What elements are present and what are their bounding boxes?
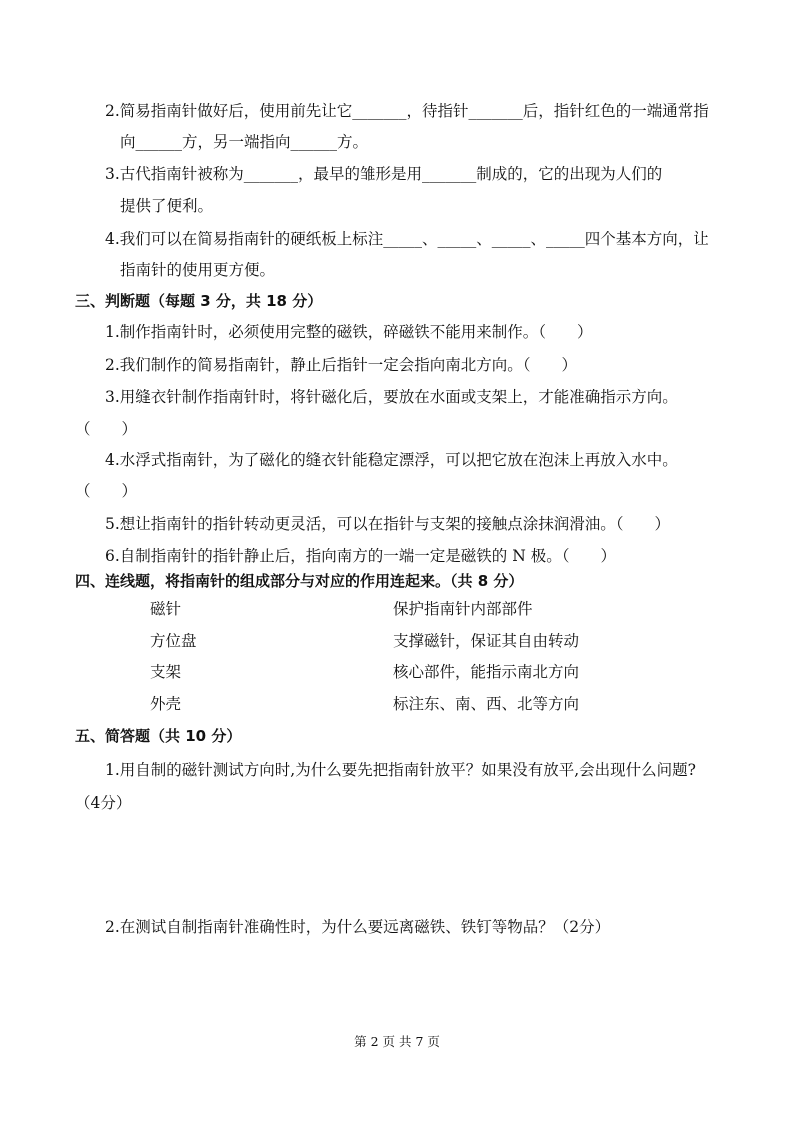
match-right-item: 保护指南针内部部件 (393, 600, 533, 618)
section3-heading: 三、判断题（每题 3 分，共 18 分） (75, 292, 323, 310)
match-right-item: 核心部件，能指示南北方向 (393, 663, 580, 681)
match-left-item: 方位盘 (150, 632, 197, 650)
fill-q2-line1: 2.简易指南针做好后，使用前先让它_______，待指针_______后，指针红色的一端通常指 (105, 102, 709, 120)
judge-q3-line1: 3.用缝衣针制作指南针时，将针磁化后，要放在水面或支架上，才能准确指示方向。 (105, 388, 678, 406)
fill-q2-line2: 向______方，另一端指向______方。 (120, 133, 369, 151)
match-left-item: 支架 (150, 663, 182, 681)
page-number: 第 2 页 共 7 页 (354, 1034, 440, 1049)
judge-q4-line1: 4.水浮式指南针，为了磁化的缝衣针能稳定漂浮，可以把它放在泡沫上再放入水中。 (105, 451, 678, 469)
judge-q3-line2: （ ） (75, 420, 138, 438)
match-right-item: 标注东、南、西、北等方向 (393, 695, 580, 713)
judge-q1: 1.制作指南针时，必须使用完整的磁铁，碎磁铁不能用来制作。（ ） (105, 323, 593, 341)
section5-heading: 五、简答题（共 10 分） (75, 727, 242, 745)
fill-q3-line1: 3.古代指南针被称为_______，最早的雏形是用_______制成的，它的出现为人们的 (105, 165, 663, 183)
fill-q4-line1: 4.我们可以在简易指南针的硬纸板上标注_____、_____、_____、_____四个基本方向，让 (105, 230, 709, 248)
match-right-item: 支撑磁针，保证其自由转动 (393, 632, 580, 650)
short-answer-q1-line1: 1.用自制的磁针测试方向时,为什么要先把指南针放平？如果没有放平,会出现什么问题? (105, 761, 696, 779)
fill-q4-line2: 指南针的使用更方便。 (120, 261, 276, 279)
judge-q6: 6.自制指南针的指针静止后，指向南方的一端一定是磁铁的 N 极。（ ） (105, 547, 616, 565)
fill-q3-line2: 提供了便利。 (120, 197, 214, 215)
short-answer-q2: 2.在测试自制指南针准确性时，为什么要远离磁铁、铁钉等物品？（2分） (105, 918, 611, 936)
section4-heading: 四、连线题，将指南针的组成部分与对应的作用连起来。（共 8 分） (75, 572, 524, 590)
short-answer-q1-line2: （4分） (75, 794, 132, 812)
match-left-item: 外壳 (150, 695, 182, 713)
judge-q5: 5.想让指南针的指针转动更灵活，可以在指针与支架的接触点涂抹润滑油。（ ） (105, 515, 671, 533)
judge-q4-line2: （ ） (75, 482, 138, 500)
judge-q2: 2.我们制作的简易指南针，静止后指针一定会指向南北方向。（ ） (105, 356, 578, 374)
match-left-item: 磁针 (150, 600, 182, 618)
